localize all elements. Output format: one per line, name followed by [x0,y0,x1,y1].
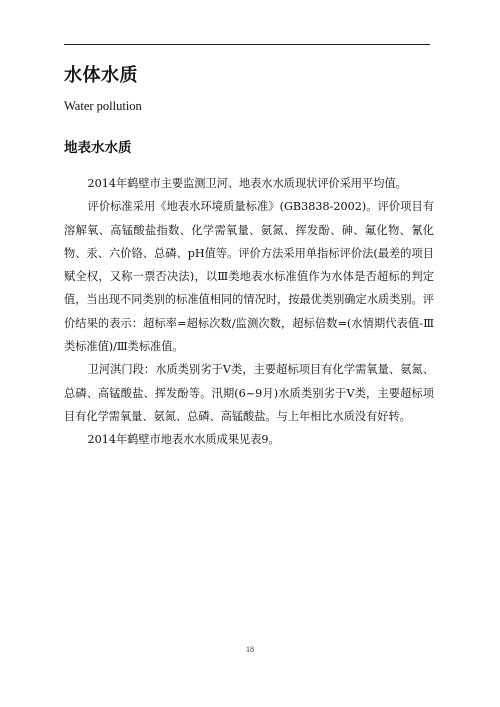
paragraph: 卫河淇门段：水质类别劣于Ⅴ类，主要超标项目有化学需氧量、氨氮、总磷、高锰酸盐、挥发酚等。汛期(6~9月)水质类别劣于Ⅴ类，主要超标项目有化学需氧量、氨氮、总磷、高锰酸盐。与上年相比水质没有好转。 [64,363,434,423]
paragraph: 2014年鹤壁市主要监测卫河、地表水水质现状评价采用平均值。 [87,177,407,190]
body-text [64,172,434,452]
section-heading: 地表水水质 [64,140,132,156]
page-subtitle: Water pollution [64,99,142,113]
paragraph: 评价标准采用《地表水环境质量标准》(GB3838-2002)。评价项目有溶解氧、高锰酸盐指数、化学需氧量、氨氮、挥发酚、砷、氟化物、氰化物、汞、六价铬、总磷、pH值等。评价方法采用单指标评价法(最差的项目赋全权，又称一票否决法)，以Ⅲ类地表水标准值作为水体是否超标的判定值，当出现不同类别的标准值相同的情况时，按最优类别确定水质类别。评价结果的表示：超标率=超标次数/监测次数，超标倍数=(水情期代表值-Ⅲ类标准值)/Ⅲ类标准值。 [64,200,434,354]
header-rule [64,44,430,45]
page-title: 水体水质 [64,65,138,86]
page-number: 18 [246,645,254,654]
paragraph: 2014年鹤壁市地表水水质成果见表9。 [87,433,280,447]
